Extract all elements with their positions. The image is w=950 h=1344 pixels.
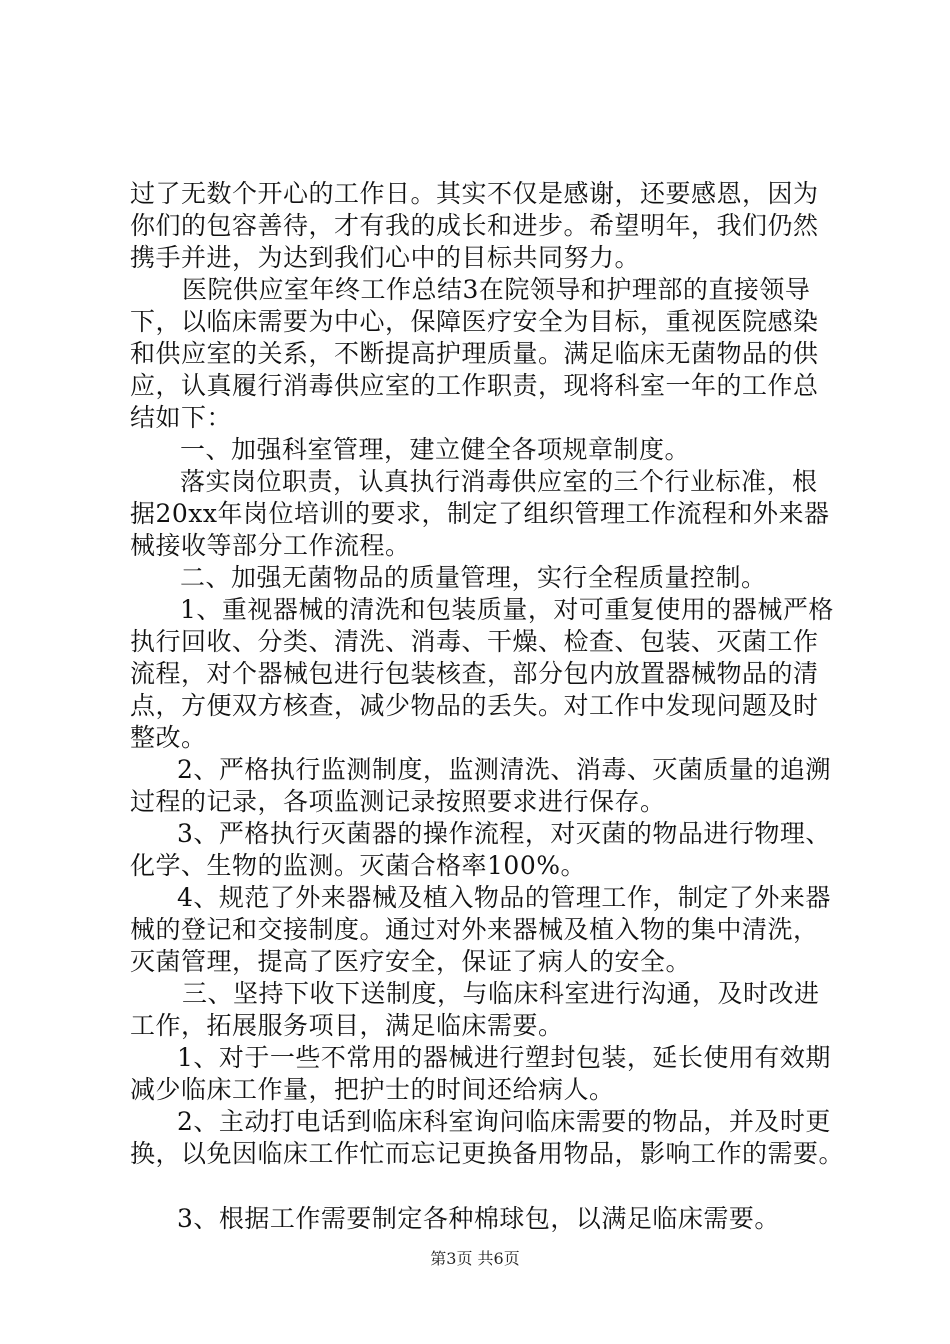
body-text-line: 流程，对个器械包进行包装核查，部分包内放置器械物品的清 — [130, 659, 819, 688]
body-text-line: 据20xx年岗位培训的要求，制定了组织管理工作流程和外来器 — [130, 499, 830, 528]
body-text-line: 1、重视器械的清洗和包装质量，对可重复使用的器械严格 — [180, 595, 834, 624]
body-text-line: 结如下： — [130, 403, 233, 432]
body-text-line: 1、对于一些不常用的器械进行塑封包装，延长使用有效期 — [177, 1043, 831, 1072]
body-text-line: 2、严格执行监测制度，监测清洗、消毒、灭菌质量的追溯 — [177, 755, 831, 784]
body-text-line: 灭菌管理，提高了医疗安全，保证了病人的安全。 — [130, 947, 692, 976]
body-text-line: 换，以免因临床工作忙而忘记更换备用物品，影响工作的需要。 — [130, 1139, 845, 1168]
body-text-line: 3、根据工作需要制定各种棉球包，以满足临床需要。 — [177, 1204, 780, 1233]
body-text-line: 减少临床工作量，把护士的时间还给病人。 — [130, 1075, 615, 1104]
body-text-line: 化学、生物的监测。灭菌合格率100%。 — [130, 851, 586, 880]
body-text-line: 点，方便双方核查，减少物品的丢失。对工作中发现问题及时 — [130, 691, 819, 720]
body-text-line: 你们的包容善待，才有我的成长和进步。希望明年，我们仍然 — [130, 211, 819, 240]
body-text-line: 械的登记和交接制度。通过对外来器械及植入物的集中清洗， — [130, 915, 819, 944]
page-footer — [0, 1249, 950, 1269]
body-text-line: 携手并进，为达到我们心中的目标共同努力。 — [130, 243, 641, 272]
body-text-line: 过程的记录，各项监测记录按照要求进行保存。 — [130, 787, 666, 816]
body-text-line: 落实岗位职责，认真执行消毒供应室的三个行业标准，根 — [180, 467, 818, 496]
body-text-line: 过了无数个开心的工作日。其实不仅是感谢，还要感恩，因为 — [130, 179, 819, 208]
body-text-line: 整改。 — [130, 723, 207, 752]
section-heading: 一、加强科室管理，建立健全各项规章制度。 — [180, 435, 691, 464]
body-text-line: 4、规范了外来器械及植入物品的管理工作，制定了外来器 — [177, 883, 831, 912]
body-text-line: 3、严格执行灭菌器的操作流程，对灭菌的物品进行物理、 — [177, 819, 831, 848]
body-text-line: 医院供应室年终工作总结3在院领导和护理部的直接领导 — [182, 275, 811, 304]
section-heading: 三、坚持下收下送制度，与临床科室进行沟通，及时改进 — [182, 979, 820, 1008]
page-number: 第3页 共6页 — [430, 1249, 520, 1268]
body-text-line: 执行回收、分类、清洗、消毒、干燥、检查、包装、灭菌工作 — [130, 627, 819, 656]
body-text-line: 2、主动打电话到临床科室询问临床需要的物品，并及时更 — [177, 1107, 831, 1136]
body-text-line: 下，以临床需要为中心，保障医疗安全为目标，重视医院感染 — [130, 307, 819, 336]
body-text-line: 应，认真履行消毒供应室的工作职责，现将科室一年的工作总 — [130, 371, 819, 400]
body-text-line: 械接收等部分工作流程。 — [130, 531, 411, 560]
section-heading: 二、加强无菌物品的质量管理，实行全程质量控制。 — [180, 563, 767, 592]
body-text-line: 和供应室的关系，不断提高护理质量。满足临床无菌物品的供 — [130, 339, 819, 368]
body-text-line: 工作，拓展服务项目，满足临床需要。 — [130, 1011, 564, 1040]
